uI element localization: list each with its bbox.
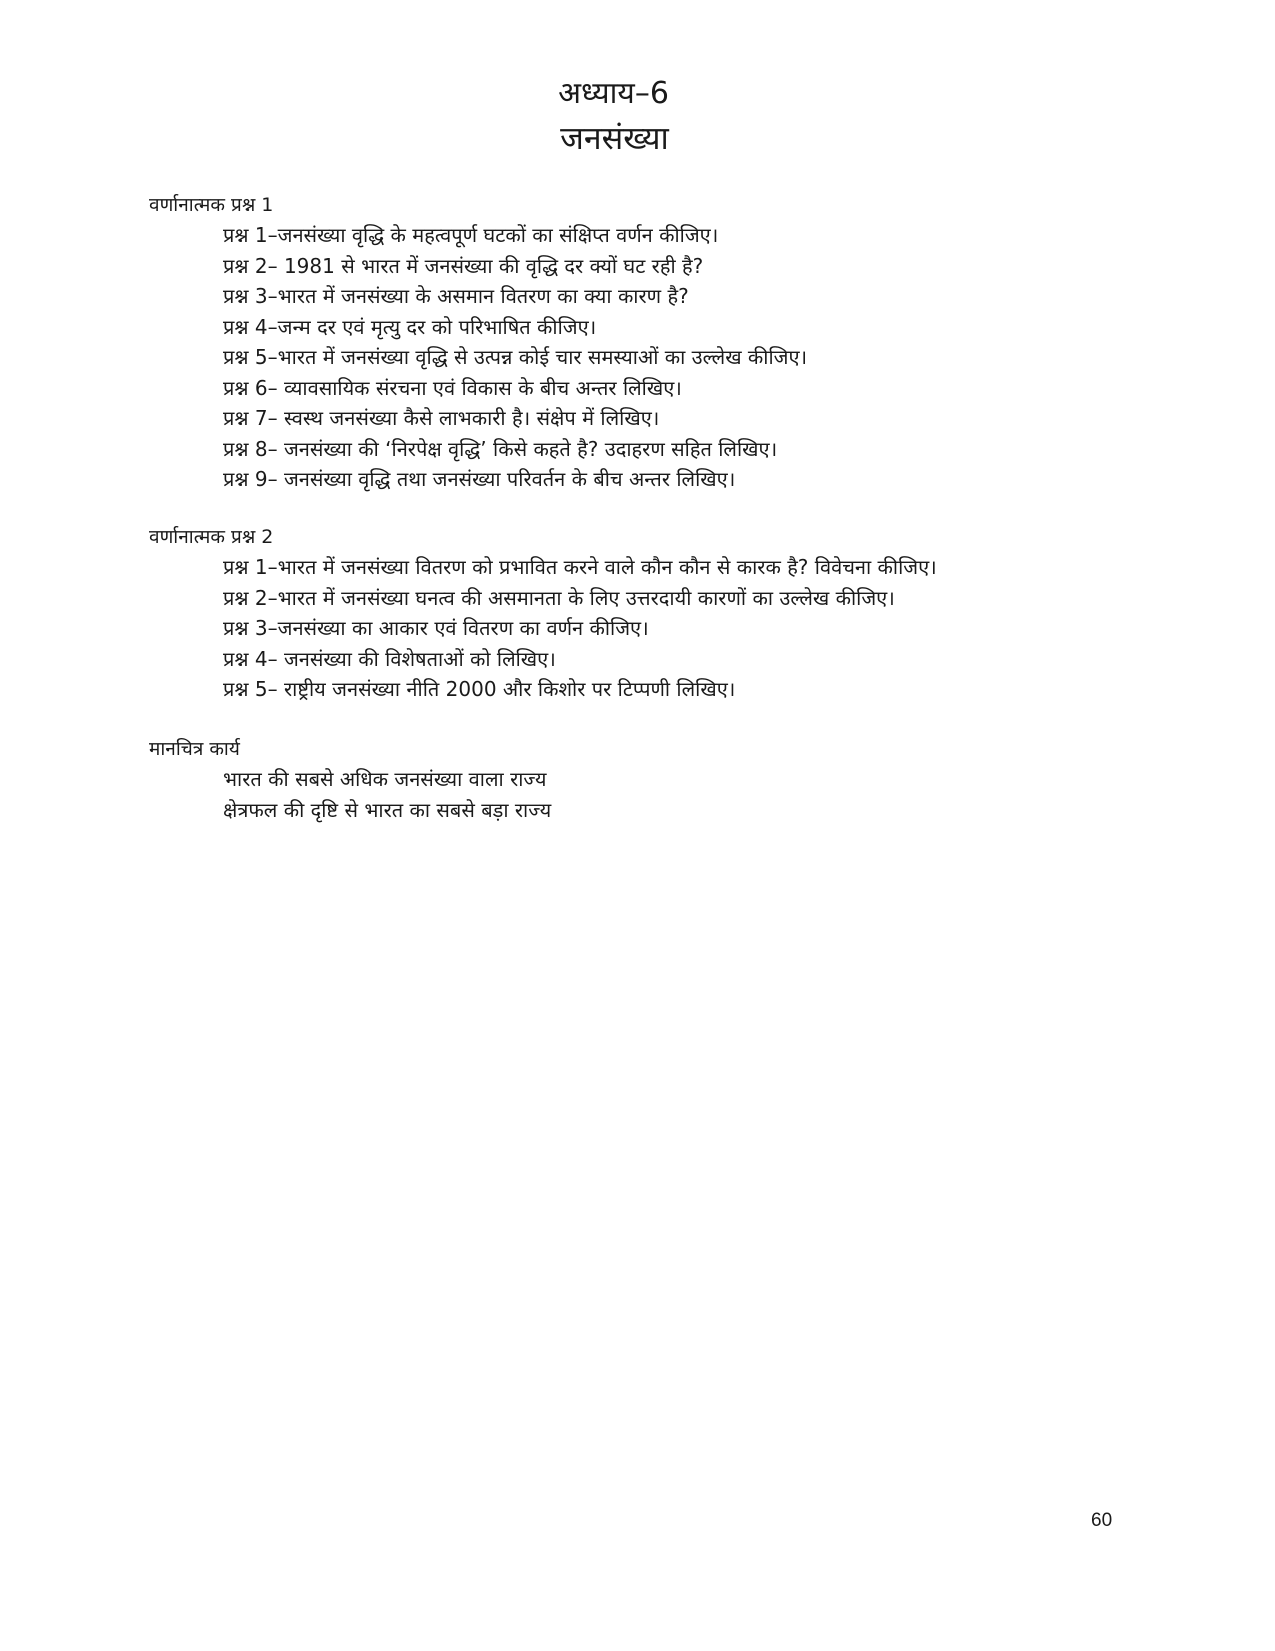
question-item: प्रश्न 9– जनसंख्या वृद्धि तथा जनसंख्या परिवर्तन के बीच अन्तर लिखिए।	[223, 467, 736, 491]
question-item: प्रश्न 8– जनसंख्या की ‘निरपेक्ष वृद्धि’ किसे कहते है? उदाहरण सहित लिखिए।	[223, 436, 778, 461]
question-list	[149, 552, 1149, 705]
map-work-section	[149, 734, 1149, 825]
section-title: मानचित्र कार्य	[149, 738, 240, 760]
question-list	[149, 220, 1149, 495]
map-task-list	[149, 764, 1149, 825]
question-item: प्रश्न 1–भारत में जनसंख्या वितरण को प्रभावित करने वाले कौन कौन से कारक है? विवेचना कीजिए।	[223, 555, 937, 579]
question-item: प्रश्न 5– राष्ट्रीय जनसंख्या नीति 2000 और किशोर पर टिप्पणी लिखिए।	[223, 677, 736, 701]
page-number: 60	[1091, 1510, 1113, 1531]
question-item: प्रश्न 4–जन्म दर एवं मृत्यु दर को परिभाषित कीजिए।	[223, 314, 597, 339]
question-item: प्रश्न 4– जनसंख्या की विशेषताओं को लिखिए।	[223, 646, 556, 671]
chapter-number: अध्याय–6	[558, 76, 669, 111]
question-item: प्रश्न 2–भारत में जनसंख्या घनत्व की असमानता के लिए उत्तरदायी कारणों का उल्लेख कीजिए।	[223, 585, 895, 610]
section-title: वर्णानात्मक प्रश्न 1	[149, 194, 274, 216]
question-item: प्रश्न 3–भारत में जनसंख्या के असमान वितरण का क्या कारण है?	[223, 284, 689, 308]
chapter-heading	[0, 74, 1275, 160]
question-item: प्रश्न 3–जनसंख्या का आकार एवं वितरण का वर्णन कीजिए।	[223, 616, 649, 640]
question-item: प्रश्न 6– व्यावसायिक संरचना एवं विकास के बीच अन्तर लिखिए।	[223, 375, 682, 400]
question-item: प्रश्न 2– 1981 से भारत में जनसंख्या की वृद्धि दर क्यों घट रही है?	[223, 253, 704, 278]
map-task-item: क्षेत्रफल की दृष्टि से भारत का सबसे बड़ा राज्य	[223, 797, 552, 822]
chapter-title: जनसंख्या	[560, 119, 669, 157]
question-item: प्रश्न 5–भारत में जनसंख्या वृद्धि से उत्पन्न कोई चार समस्याओं का उल्लेख कीजिए।	[223, 345, 808, 369]
question-item: प्रश्न 1–जनसंख्या वृद्धि के महत्वपूर्ण घटकों का संक्षिप्त वर्णन कीजिए।	[223, 223, 719, 247]
section-title: वर्णानात्मक प्रश्न 2	[149, 526, 274, 548]
question-item: प्रश्न 7– स्वस्थ जनसंख्या कैसे लाभकारी है। संक्षेप में लिखिए।	[223, 406, 660, 430]
descriptive-questions-section-1	[149, 190, 1149, 495]
descriptive-questions-section-2	[149, 522, 1149, 705]
map-task-item: भारत की सबसे अधिक जनसंख्या वाला राज्य	[223, 767, 547, 791]
